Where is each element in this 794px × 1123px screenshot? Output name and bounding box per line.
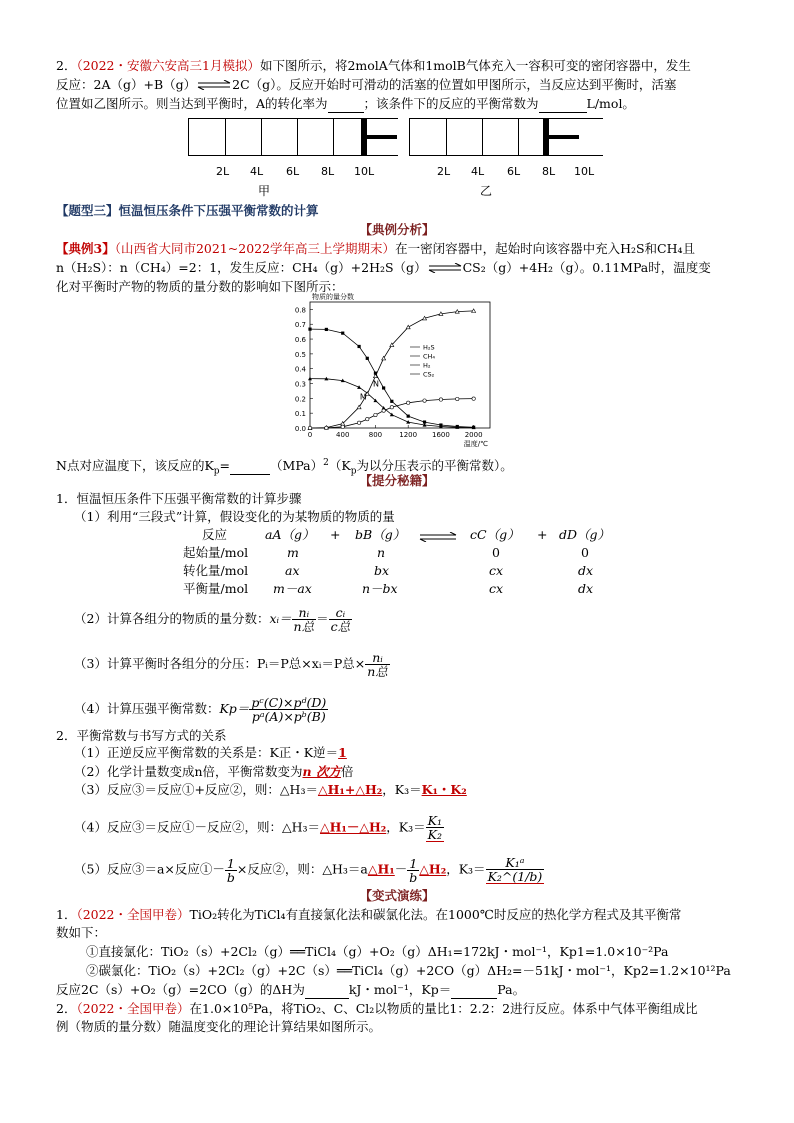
table-cell: m [287,545,299,560]
y-tick-label: 0.6 [294,336,306,345]
data-point [308,328,311,331]
data-point [341,425,344,428]
cylinder-cell [261,119,262,155]
equilibrium-arrow-icon [427,261,463,277]
partial-pressure-formula: Pᵢ＝P总×xᵢ＝P总× [256,656,366,671]
fraction-den: K₂ [427,827,442,842]
practice-p1-reaction1: ①直接氯化：TiO₂（s）+2Cl₂（g）══TiCl₄（g）+O₂（g）ΔH₁=172kJ・mol⁻¹，Kp1=1.0×10⁻²Pa [86,944,669,959]
tips-t2-4-text: （4）反应③＝反应①－反应②，则：△H₃＝ [74,819,320,835]
table-cell: m－ax [273,581,312,596]
kp-note-b: 为以分压表示的平衡常数）。 [356,458,513,474]
tips-t2-2 [74,764,353,780]
fraction [292,606,317,633]
legend-label: CS₂ [423,370,435,379]
tips-t1-2-text: （2）计算各组分的物质的量分数： [74,611,270,626]
y-tick-label: 0.8 [294,306,306,315]
table-cell: cx [489,563,504,578]
practice-p1-text: TiO₂转化为TiCl₄有直接氯化法和碳氯化法。在1000℃时反应的热化学方程式及其平衡常 [189,907,682,922]
practice-p1-line1 [56,907,681,923]
tick-label: 2L [437,165,451,178]
table-product-d: dD（g） [559,527,611,542]
annotation-n: N [373,379,379,389]
table-product-c: cC（g） [470,527,520,542]
example-source: （山西省大同市2021~2022学年高三上学期期末） [114,241,396,256]
legend-label: H₂ [423,361,431,370]
example-heading: 【典例分析】 [359,222,435,237]
data-point [406,401,409,404]
piston-rod-left [367,135,397,139]
data-point [382,356,386,360]
tips-t1-3-text: （3）计算平衡时各组分的分压： [74,656,257,671]
y-tick-label: 0.2 [294,395,306,404]
table-cell: dx [578,563,594,578]
q2-blank-constant[interactable] [539,96,587,113]
tick-label: 4L [250,165,264,178]
answer-dh1: △H₁ [367,861,395,877]
data-point [390,406,393,409]
table-reactant-b: bB（g） [355,527,406,542]
x-tick-label: 1200 [399,431,418,439]
tips-t2-1 [74,745,347,761]
annotation-m: M [359,392,367,402]
fraction-num: nᵢ [365,651,390,665]
tips-t2: 2．平衡常数与书写方式的关系 [56,728,227,743]
answer-1: 1 [338,745,347,760]
tips-t1: 1．恒温恒压条件下压强平衡常数的计算步骤 [56,491,302,506]
tips-t2-5-k: ，K₃＝ [446,861,486,877]
data-point [341,332,344,335]
tips-t2-2-text: （2）化学计量数变成n倍，平衡常数变为 [74,764,303,779]
data-point [382,386,385,389]
table-plus: + [330,527,341,542]
practice-p1-question-c: Pa。 [497,982,526,997]
data-point [357,421,360,424]
fraction [407,857,419,884]
table-label: 反应 [202,527,228,542]
fraction-den: b [409,869,418,885]
tips-heading: 【提分秘籍】 [359,473,435,488]
y-tick-label: 0.3 [294,380,306,389]
fraction-num: cᵢ [329,606,353,620]
kp-formula: Kp＝ [219,701,250,716]
q2-question-c: L/mol。 [586,96,635,111]
fraction-den: n总 [367,664,388,679]
answer-dh2: △H₂ [419,861,447,877]
fraction [225,857,237,884]
table-cell: 0 [581,545,589,560]
q2-blank-conversion[interactable] [328,96,364,113]
fraction-num: pᶜ(C)×pᵈ(D) [251,695,327,710]
tips-t2-3 [74,782,467,798]
answer-k-product: K₁・K₂ [421,782,467,797]
piston-rod-right [549,135,579,139]
x-tick-label: 400 [336,431,350,439]
x-tick-label: 800 [368,431,383,439]
table-cell: 0 [492,545,500,560]
fraction-num: K₁ [427,813,442,828]
fraction-num: 1 [407,857,419,871]
equals-sign: = [219,458,231,474]
series-line-2 [310,311,474,428]
cylinder-cell [333,119,334,155]
practice-p2-text: 在1.0×10⁵Pa，将TiO₂、C、Cl₂以物质的量比1：2.2：2进行反应。体系中气体平衡组成比 [189,1001,698,1016]
table-cell: n－bx [362,581,398,596]
practice-p1-number: 1． [56,907,77,922]
data-point [308,426,311,429]
answer-n-power: n 次方 [302,764,341,779]
data-point [423,399,426,402]
practice-p1-question-a: 反应2C（s）+O₂（g）=2CO（g）的ΔH为 [56,982,305,997]
practice-p2-source: （2022・全国甲卷） [76,1001,190,1016]
practice-p2-line1 [56,1001,698,1017]
tips-t2-3-text: （3）反应③＝反应①+反应②，则：△H₃＝ [74,782,318,797]
unit-mpa: （MPa） [270,458,324,474]
tick-label: 8L [542,165,556,178]
tips-t2-4 [74,814,444,842]
example-question-a: N点对应温度下，该反应的K [56,458,214,474]
tick-label: 10L [354,165,375,178]
table-label: 平衡量/mol [183,581,249,596]
fraction [249,696,328,723]
tips-t2-5 [74,856,544,884]
kp-note-subscript: p [350,466,357,477]
x-axis-label: 温度/℃ [463,440,488,448]
kp-note-a: （K [328,458,351,474]
data-point [325,328,328,331]
tips-t1-2 [74,606,352,633]
y-tick-label: 0.1 [294,410,306,419]
tick-label: 2L [216,165,230,178]
equilibrium-arrow-icon [196,78,232,94]
practice-p1-reaction2: ②碳氯化：TiO₂（s）+2Cl₂（g）+2C（s）══TiCl₄（g）+2CO（g）ΔH₂=－51kJ・mol⁻¹，Kp2=1.2×10¹²Pa [86,963,731,978]
tips-t2-3-k: ，K₃＝ [382,782,422,797]
equilibrium-arrow-icon [418,530,458,545]
x-tick-label: 2000 [464,431,483,439]
practice-blank-dh[interactable] [305,982,349,999]
data-point [357,345,360,348]
tick-label: 6L [507,165,521,178]
table-plus: + [537,527,548,542]
tips-t2-2-end: 倍 [340,764,354,779]
table-cell: n [377,545,386,560]
data-point [382,409,385,412]
table-cell: dx [578,581,594,596]
data-point [439,398,442,401]
cylinder-cell [518,119,519,155]
x-tick-label: 0 [307,431,313,439]
q2-line3 [56,96,635,113]
data-point [374,413,377,416]
fraction-num: nᵢ [292,606,317,620]
data-point [357,405,361,409]
tips-t1-1: （1）利用“三段式”计算，假设变化的为某物质的物质的量 [74,509,395,524]
practice-p2-line2: 例（物质的量分数）随温度变化的理论计算结果如图所示。 [56,1019,382,1034]
tips-t1-3 [74,651,390,678]
practice-p1-question-b: kJ・mol⁻¹，Kp＝ [348,982,452,997]
table-cell: bx [374,563,390,578]
cylinder-cell [482,119,483,155]
practice-p2-number: 2． [56,1001,77,1016]
q2-text: 如下图所示，将2molA气体和1molB气体充入一容积可变的密闭容器中，发生 [259,58,691,73]
q2-source: （2022・安徽六安高三1月模拟） [76,58,260,73]
cylinder-cell [446,119,447,155]
q2-question-b: ；该条件下的反应的平衡常数为 [363,96,539,111]
table-label: 起始量/mol [183,545,249,560]
answer-dh-sum: △H₁+△H₂ [317,782,383,797]
fraction-den: b [226,869,235,885]
tick-label: 4L [471,165,485,178]
practice-heading: 【变式演练】 [359,888,435,903]
data-point [456,397,459,400]
minus-sign: － [394,861,408,877]
fraction [329,606,353,633]
q2-line1 [56,58,691,74]
tick-label: 10L [574,165,595,178]
cylinder-cell [225,119,226,155]
data-point [366,357,369,360]
data-point [472,397,475,400]
fraction-num: K₁ᵃ [486,856,545,870]
kp-subscript: p [213,466,220,477]
example-text: 在一密闭容器中，起始时向该容器中充入H₂S和CH₄且 [395,241,696,256]
q2-number: 2． [56,58,77,73]
example-label: 【典例3】 [56,241,115,256]
tick-label: 6L [286,165,300,178]
fraction-den: pᵃ(A)×pᵇ(B) [251,709,326,724]
q2-reaction-left: 反应：2A（g）+B（g） [56,77,197,92]
answer-dh-diff: △H₁－△H₂ [319,819,387,835]
practice-p1-source: （2022・全国甲卷） [76,907,190,922]
data-point [366,417,369,420]
y-tick-label: 0.7 [294,321,306,330]
q2-reaction-right: 2C（g）。反应开始时可滑动的活塞的位置如甲图所示，当反应达到平衡时，活塞 [232,77,677,92]
legend-label: CH₄ [423,352,436,361]
fraction-den: n总 [293,619,315,634]
y-tick-label: 0.0 [294,425,306,433]
data-point [406,325,410,329]
table-reactant-a: aA（g） [265,527,315,542]
example-line2 [56,260,711,277]
table-cell: ax [285,563,300,578]
caption-yi: 乙 [480,184,493,198]
answer-k-ratio [426,814,444,842]
example-line3: 化对平衡时产物的物质的量分数的影响如下图所示： [56,279,344,294]
practice-blank-kp[interactable] [451,982,497,999]
legend-label: H₂S [423,343,435,352]
example-reaction-right: CS₂（g）+4H₂（g）。0.11MPa时，温度变 [462,260,711,275]
fraction-den: K₂^(1/b) [487,869,543,884]
q2-question-a: 位置如乙图所示。则当达到平衡时，A的转化率为 [56,96,328,111]
q2-line2 [56,77,676,94]
tips-t2-5-text: （5）反应③＝a×反应①－ [74,861,225,877]
y-tick-label: 0.4 [294,365,306,374]
series-line-1 [310,379,474,428]
x-tick-label: 1600 [431,431,450,439]
tips-t1-4 [74,696,328,723]
caption-jia: 甲 [258,184,271,198]
tips-t2-4-k: ，K₃＝ [386,819,426,835]
fraction-num: 1 [225,857,237,871]
fraction-den: c总 [330,619,351,634]
example-line1 [56,241,695,257]
mole-fraction-formula: xᵢ＝ [269,611,292,626]
unit-exponent: 2 [323,458,329,468]
tick-label: 8L [321,165,335,178]
data-point [407,415,410,418]
type3-heading: 【题型三】恒温恒压条件下压强平衡常数的计算 [56,203,319,218]
practice-p1-question [56,982,525,999]
tips-t1-4-text: （4）计算压强平衡常数： [74,701,220,716]
cylinder-cell [297,119,298,155]
y-tick-label: 0.5 [294,350,306,359]
y-axis-label: 物质的量分数 [312,293,354,301]
equals-sign: ＝ [316,611,329,626]
data-point [325,426,328,429]
answer-k-power-ratio [486,856,545,884]
practice-p1-line2: 数如下： [56,925,107,940]
table-cell: cx [489,581,504,596]
example-reaction-left: n（H₂S）：n（CH₄）=2：1，发生反应：CH₄（g）+2H₂S（g） [56,260,427,275]
fraction-vs-temperature-chart [280,290,510,450]
data-point [390,400,393,403]
tips-t2-1-text: （1）正逆反应平衡常数的关系是：K正・K逆＝ [74,745,339,760]
fraction [365,651,390,678]
table-label: 转化量/mol [183,563,249,578]
tips-t2-5-mid: ×反应②，则：△H₃＝a [236,861,368,877]
